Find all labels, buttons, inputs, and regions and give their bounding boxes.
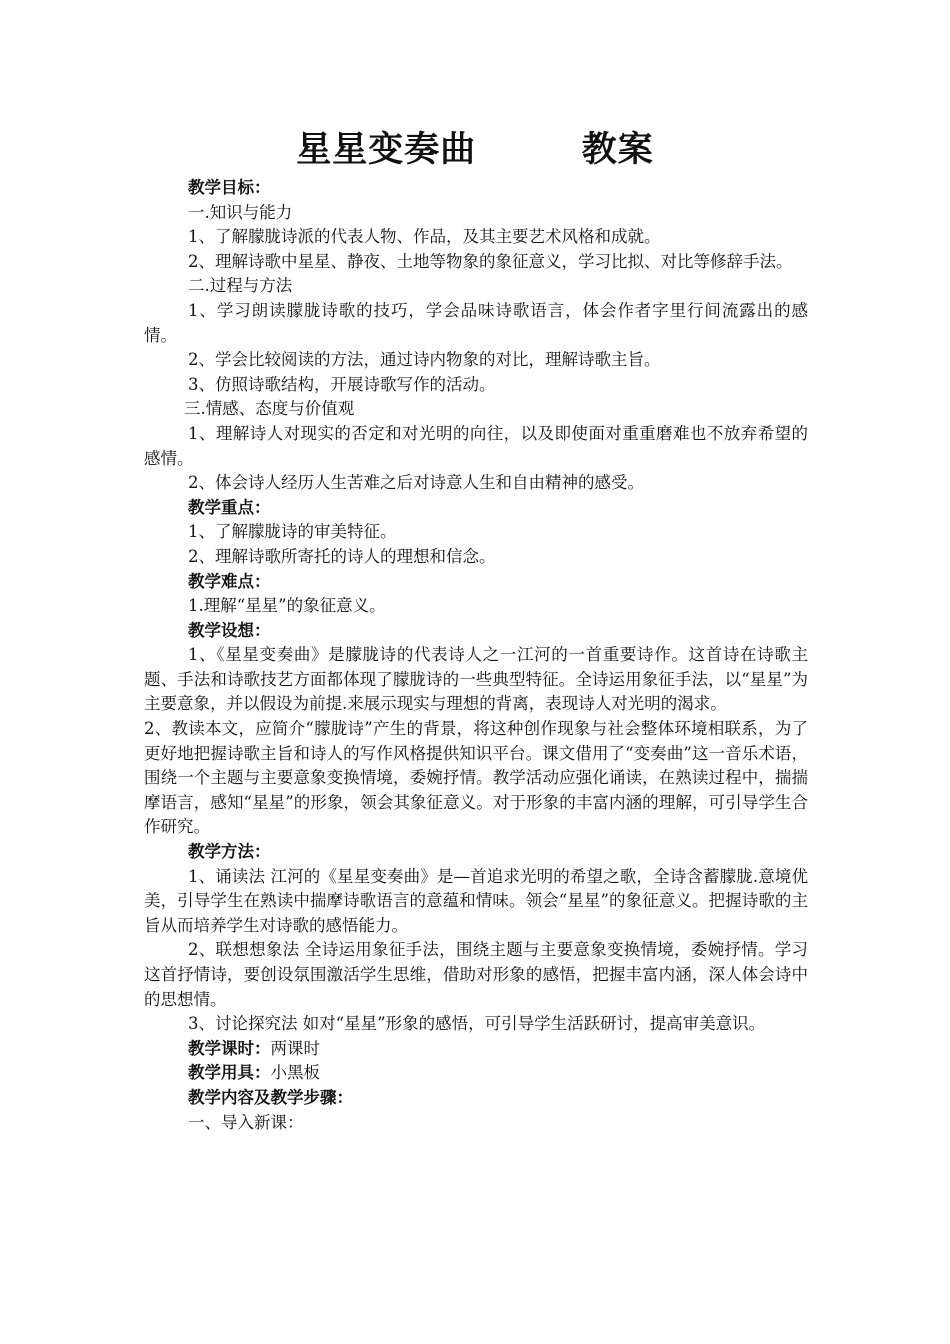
key-point-item2: 2、理解诗歌所寄托的诗人的理想和信念。 — [188, 546, 496, 566]
step1-heading: 一、导入新课： — [188, 1112, 304, 1132]
goal1-item1: 1、了解朦胧诗派的代表人物、作品，及其主要艺术风格和成就。 — [188, 227, 661, 247]
difficulty-heading: 教学难点： — [188, 571, 271, 591]
teaching-tools-value: 小黑板 — [270, 1063, 320, 1083]
goal2-item3: 3、仿照诗歌结构，开展诗歌写作的活动。 — [188, 374, 496, 394]
method-heading: 教学方法： — [188, 842, 271, 862]
document-title: 星星变奏曲 教案 — [296, 130, 654, 170]
goals-heading: 教学目标： — [188, 178, 271, 197]
design-item2: 2、教读本文，应简介“朦胧诗”产生的背景，将这种创作现象与社会整体环境相联系，为了更好地把握诗歌主旨和诗人的写作风格提供知识平台。课文借用了“变奏曲”这一音乐术语，围绕一个主题与主要意象变换情境，委婉抒情。教学活动应强化诵读，在熟读过程中，揣揣摩语言，感知“星星”的形象，领会其象征意义。对于形象的丰富内涵的理解，可引导学生合作研究。 — [144, 719, 808, 837]
goal1-heading: 一.知识与能力 — [188, 202, 293, 222]
class-hours-line — [144, 1037, 808, 1062]
design-item1: 1、《星星变奏曲》是朦胧诗的代表诗人之一江河的一首重要诗作。这首诗在诗歌主题、手法和诗歌技艺方面都体现了朦胧诗的一些典型特征。全诗运用象征手法，以“星星”为主要意象，并以假设为前提.来展示现实与理想的背离，表现诗人对光明的渴求。 — [144, 645, 808, 714]
teaching-tools-line — [144, 1061, 808, 1086]
difficulty-item1: 1.理解“星星”的象征意义。 — [188, 596, 386, 616]
steps-heading: 教学内容及教学步骤： — [188, 1087, 353, 1107]
goal2-item2: 2、学会比较阅读的方法，通过诗内物象的对比，理解诗歌主旨。 — [188, 350, 661, 370]
teaching-tools-label: 教学用具： — [188, 1063, 271, 1083]
goal3-item1: 1、理解诗人对现实的否定和对光明的向往，以及即使面对重重磨难也不放弃希望的感情。 — [144, 423, 808, 468]
goal2-item1: 1、学习朗读朦胧诗歌的技巧，学会品味诗歌语言，体会作者字里行间流露出的感情。 — [144, 300, 808, 345]
document-body — [144, 176, 808, 1135]
design-heading: 教学设想： — [188, 620, 271, 640]
class-hours-value: 两课时 — [270, 1038, 320, 1058]
method-item1: 1、诵读法 江河的《星星变奏曲》是—首追求光明的希望之歌，全诗含蓄朦胧.意境优美，引导学生在熟读中揣摩诗歌语言的意蕴和情味。领会“星星”的象征意义。把握诗歌的主旨从而培养学生对诗歌的感悟能力。 — [144, 866, 808, 935]
goal3-item2: 2、体会诗人经历人生苦难之后对诗意人生和自由精神的感受。 — [188, 473, 644, 493]
goal2-heading: 二.过程与方法 — [188, 276, 293, 296]
method-item3: 3、讨论探究法 如对“星星”形象的感悟，可引导学生活跃研讨，提高审美意识。 — [188, 1014, 766, 1034]
method-item2: 2、联想想象法 全诗运用象征手法，围绕主题与主要意象变换情境，委婉抒情。学习这首抒情诗，要创设氛围激活学生思维，借助对形象的感悟，把握丰富内涵，深人体会诗中的思想情。 — [144, 940, 808, 1009]
key-points-heading: 教学重点： — [188, 497, 271, 517]
key-point-item1: 1、了解朦胧诗的审美特征。 — [188, 522, 397, 542]
goal3-heading: 三.情感、态度与价值观 — [184, 399, 355, 419]
class-hours-label: 教学课时： — [188, 1038, 271, 1058]
goal1-item2: 2、理解诗歌中星星、静夜、土地等物象的象征意义，学习比拟、对比等修辞手法。 — [188, 251, 793, 271]
